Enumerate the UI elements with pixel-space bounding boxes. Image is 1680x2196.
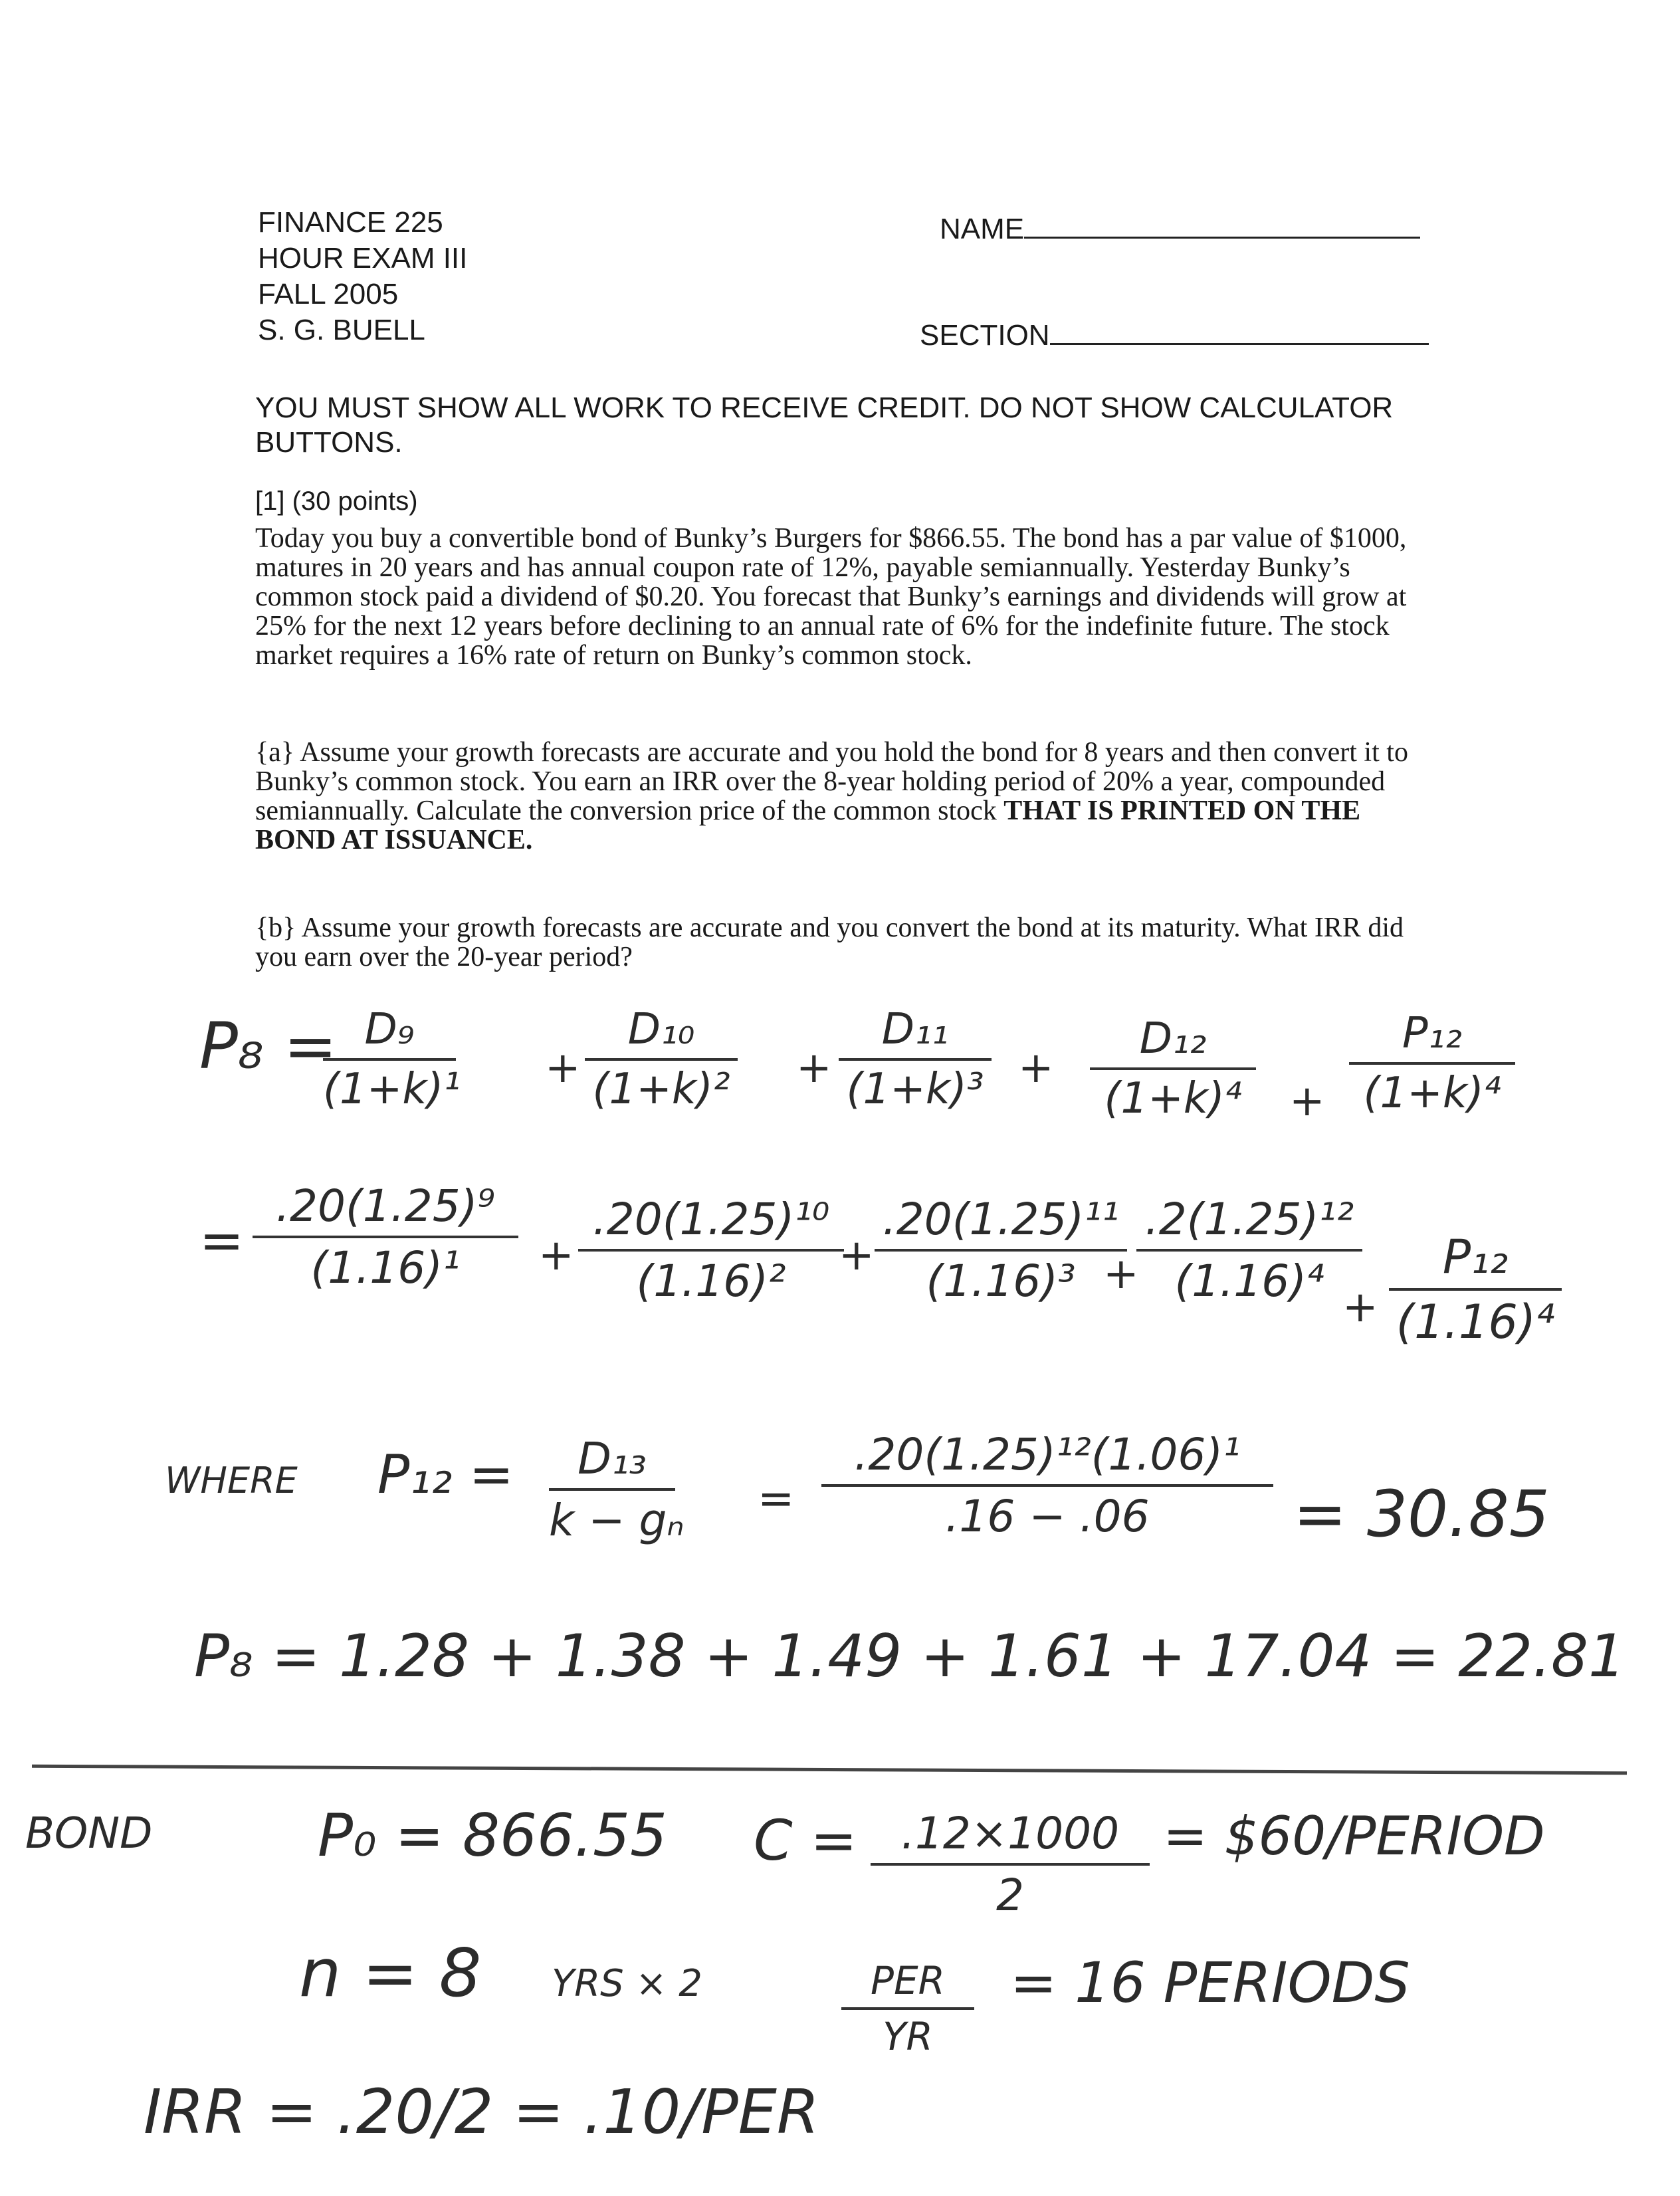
frac-div9-num: .20(1.25)⁹	[276, 1180, 495, 1232]
frac-div11	[875, 1194, 1127, 1307]
frac-gordon-den: k − gₙ	[549, 1495, 684, 1546]
irr-line: IRR = .20/2 = .10/PER	[144, 2076, 819, 2147]
frac-d11	[839, 1005, 992, 1114]
exam-term: FALL 2005	[258, 278, 399, 310]
instructions: YOU MUST SHOW ALL WORK TO RECEIVE CREDIT. DO NOT SHOW CALCULATOR BUTTONS.	[255, 391, 1394, 459]
bond-price: P₀ = 866.55	[318, 1801, 667, 1870]
frac-gordon-num: D₁₃	[578, 1433, 647, 1484]
frac-d11-den: (1+k)³	[846, 1065, 984, 1114]
bond-label: BOND	[25, 1809, 153, 1858]
n-result: = 16 PERIODS	[1010, 1950, 1410, 2015]
course-title: FINANCE 225	[258, 206, 443, 239]
part-a-text: {a} Assume your growth forecasts are accurate and you hold the bond for 8 years and then convert it to Bunky’s common stock. You earn an IRR over the 8-year holding period of 20% a year, compounded semiannually. Calculate the conversion price of the common stock	[255, 737, 1408, 826]
equals-sign: =	[199, 1210, 245, 1271]
frac-p12-calc-den: .16 − .06	[945, 1491, 1150, 1542]
section-blank[interactable]	[1050, 343, 1429, 345]
p8-lhs: P₈ =	[199, 1009, 338, 1083]
frac-p12-div-den: (1.16)⁴	[1396, 1295, 1555, 1349]
frac-div10-num: .20(1.25)¹⁰	[592, 1194, 830, 1245]
p12-lhs: P₁₂ =	[377, 1444, 514, 1505]
frac-d10-num: D₁₀	[627, 1005, 695, 1054]
frac-p12-calc-num: .20(1.25)¹²(1.06)¹	[854, 1429, 1241, 1480]
frac-d9-num: D₉	[364, 1005, 415, 1054]
frac-p12-div	[1389, 1230, 1562, 1349]
frac-div12-num: .2(1.25)¹²	[1144, 1194, 1354, 1245]
frac-div9	[253, 1180, 518, 1293]
coupon-num: .12×1000	[900, 1808, 1120, 1859]
plus-sign: +	[538, 1231, 574, 1280]
p12-value: = 30.85	[1293, 1477, 1550, 1551]
frac-d12-den: (1+k)⁴	[1104, 1074, 1242, 1123]
frac-gordon	[549, 1433, 684, 1546]
question1-part-a	[255, 738, 1445, 855]
n-multiplier: YRS × 2	[552, 1962, 702, 2005]
part-a-emphasis: THAT IS PRINTED ON THE BOND AT ISSUANCE.	[255, 796, 1361, 855]
frac-d11-num: D₁₁	[881, 1005, 949, 1054]
frac-p12-div-num: P₁₂	[1442, 1230, 1509, 1284]
plus-sign: +	[1289, 1077, 1325, 1126]
name-blank[interactable]	[1024, 237, 1420, 239]
coupon-result: = $60/PERIOD	[1163, 1805, 1545, 1867]
frac-p12-num: P₁₂	[1402, 1009, 1462, 1058]
section-field[interactable]	[920, 318, 1429, 354]
frac-div9-den: (1.16)¹	[310, 1242, 461, 1293]
frac-d9	[323, 1005, 461, 1114]
per-year-fraction	[841, 1958, 974, 2059]
frac-div10	[578, 1194, 844, 1307]
coupon-den: 2	[996, 1870, 1024, 1921]
equals-sign: =	[758, 1473, 795, 1524]
name-label: NAME	[940, 213, 1025, 245]
name-field[interactable]	[940, 211, 1420, 247]
instructor-name: S. G. BUELL	[258, 314, 425, 346]
frac-d12-num: D₁₂	[1139, 1014, 1207, 1063]
exam-title: HOUR EXAM III	[258, 242, 468, 274]
plus-sign: +	[796, 1043, 832, 1093]
frac-p12	[1349, 1009, 1515, 1118]
divider-line	[32, 1765, 1627, 1775]
frac-div11-den: (1.16)³	[926, 1256, 1076, 1307]
question1-heading: [1] (30 points)	[255, 487, 418, 516]
per-year-num: PER	[871, 1958, 945, 2003]
section-label: SECTION	[920, 319, 1050, 352]
coupon-lhs: C =	[754, 1808, 857, 1873]
frac-d10-den: (1+k)²	[592, 1065, 730, 1114]
frac-d12	[1090, 1014, 1256, 1123]
p8-sum: P₈ = 1.28 + 1.38 + 1.49 + 1.61 + 17.04 = 22.81	[194, 1622, 1626, 1690]
frac-div10-den: (1.16)²	[636, 1256, 786, 1307]
question1-part-b: {b} Assume your growth forecasts are accurate and you convert the bond at its maturity. What IRR did you earn over the 20-year period?	[255, 913, 1404, 972]
plus-sign: +	[1018, 1043, 1054, 1093]
where-label: WHERE	[165, 1460, 298, 1501]
frac-div11-num: .20(1.25)¹¹	[882, 1194, 1120, 1245]
plus-sign: +	[1103, 1250, 1139, 1299]
frac-p12-den: (1+k)⁴	[1363, 1069, 1501, 1118]
coupon-fraction	[871, 1808, 1150, 1921]
frac-div12-den: (1.16)⁴	[1174, 1256, 1324, 1307]
frac-d9-den: (1+k)¹	[323, 1065, 461, 1114]
question1-body: Today you buy a convertible bond of Bunky’s Burgers for $866.55. The bond has a par value of $1000, matures in 20 years and has annual coupon rate of 12%, payable semiannually. Yesterday Bunky’s common stock paid a dividend of $0.20. You forecast that Bunky’s earnings and dividends will grow at 25% for the next 12 years before declining to an annual rate of 6% for the indefinite future. The stock market requires a 16% rate of return on Bunky’s common stock.	[255, 523, 1407, 671]
plus-sign: +	[545, 1043, 581, 1093]
plus-sign: +	[1342, 1283, 1378, 1332]
frac-d10	[585, 1005, 738, 1114]
frac-div12	[1136, 1194, 1362, 1307]
plus-sign: +	[839, 1231, 875, 1280]
n-value: n = 8	[299, 1934, 482, 2012]
per-year-den: YR	[883, 2014, 933, 2059]
frac-p12-calc	[821, 1429, 1273, 1542]
